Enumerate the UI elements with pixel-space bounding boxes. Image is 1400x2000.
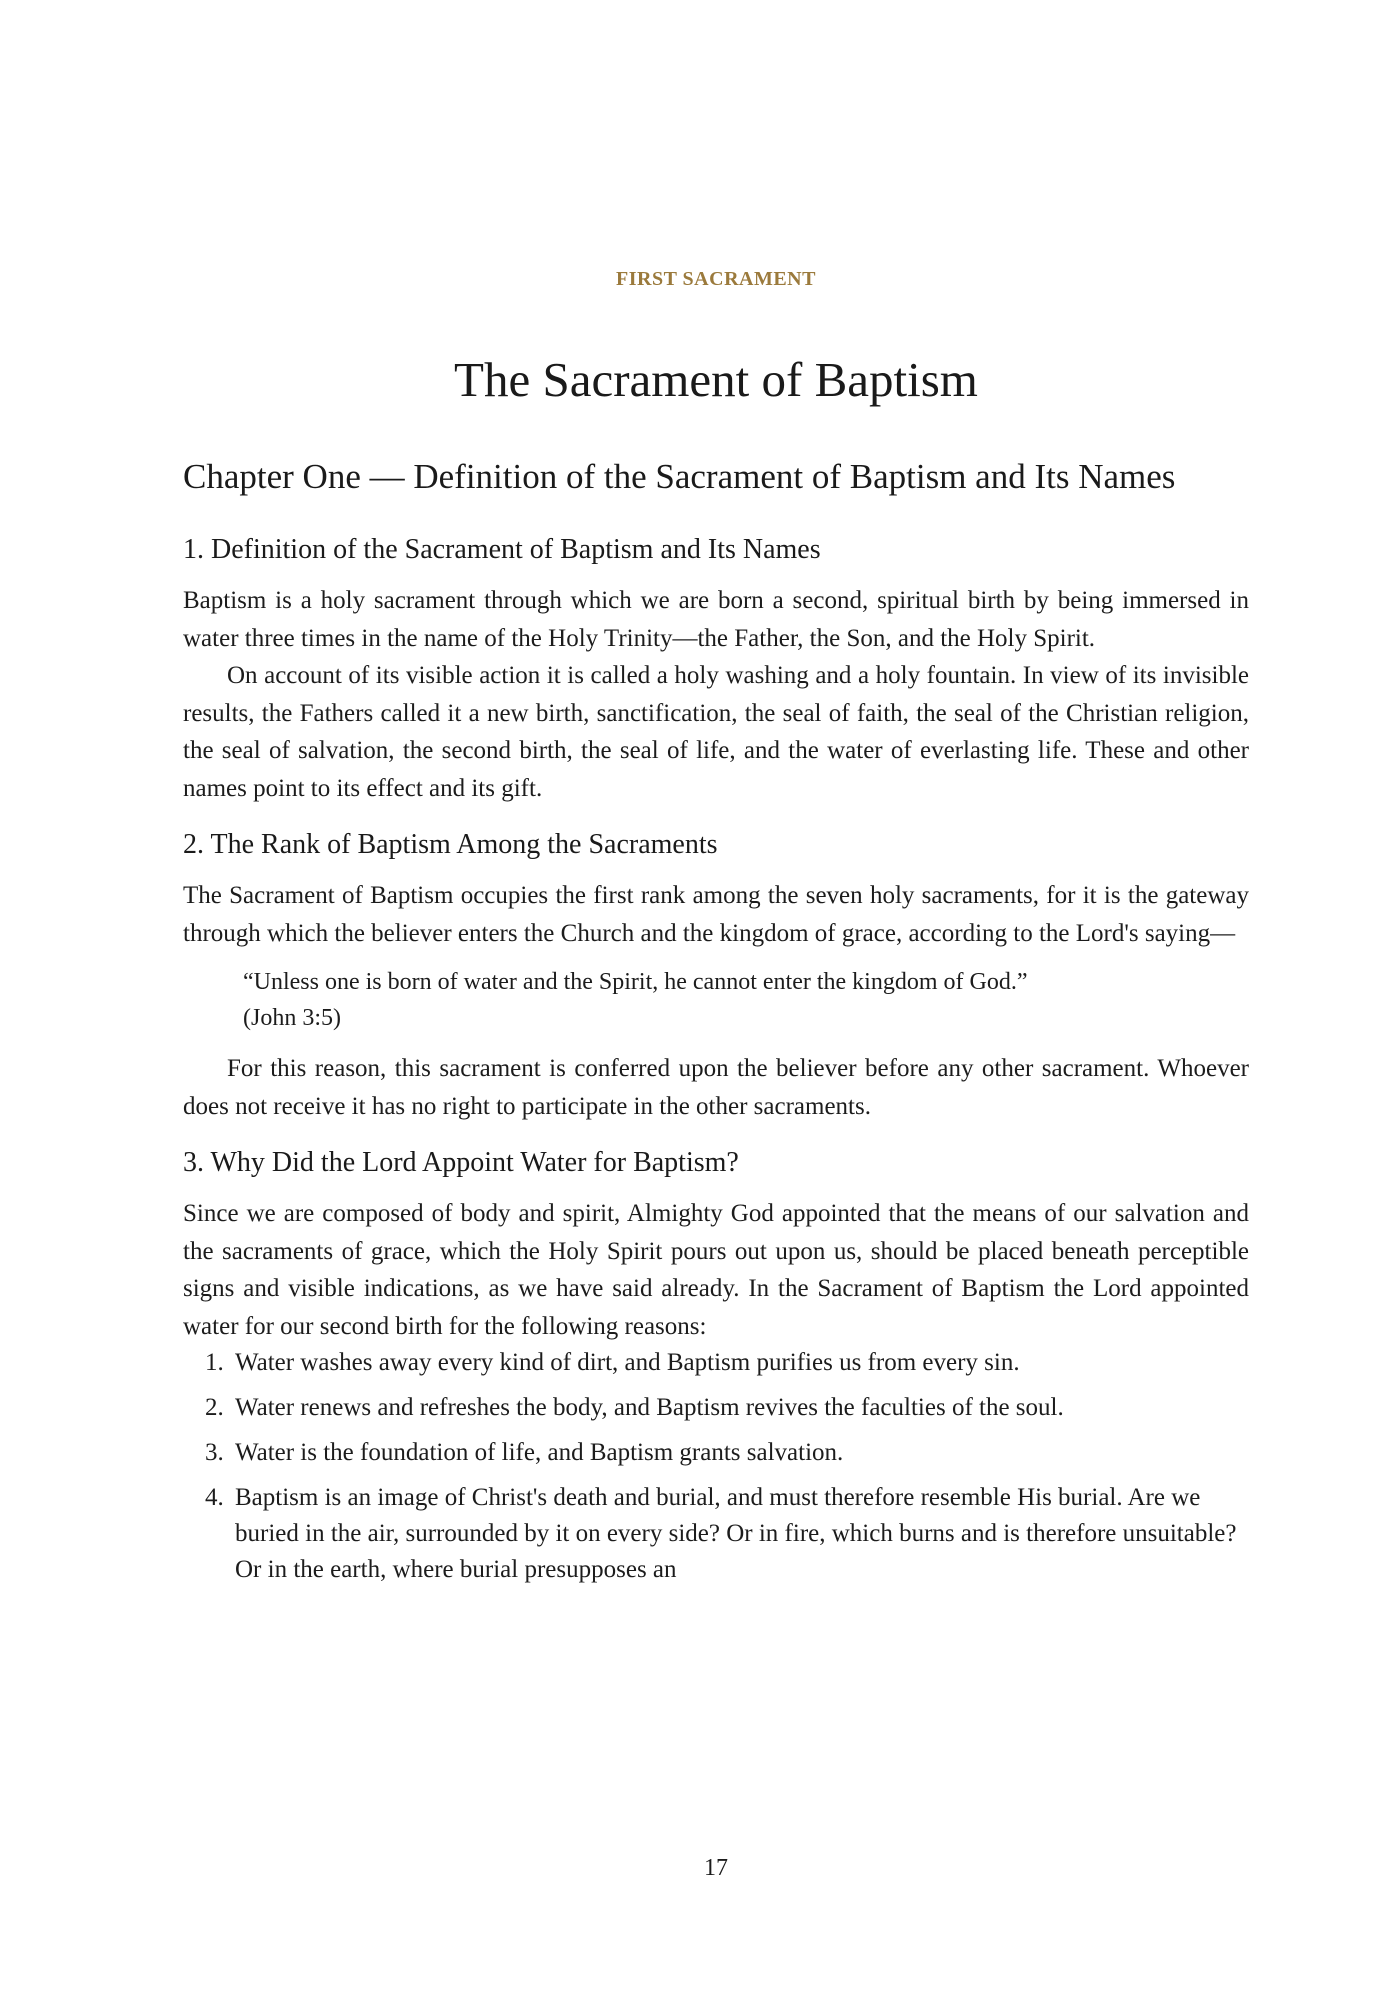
section-heading: 3. Why Did the Lord Appoint Water for Baptism? [183,1147,739,1178]
paragraph: The Sacrament of Baptism occupies the first rank among the seven holy sacraments, for it is the gateway through which the believer enters the Church and the kingdom of grace, according to the Lord's saying— [183,882,1249,947]
paragraph: Since we are composed of body and spirit, Almighty God appointed that the means of our salvation and the sacraments of grace, which the Holy Spirit pours out upon us, should be placed beneath perceptible signs and visible indications, as we have said already. In the Sacrament of Baptism the Lord appointed water for our second birth for the following reasons: [183,1200,1249,1340]
document-page [183,0,1249,2000]
list-item [183,1480,1249,1588]
list-item [183,1390,1249,1426]
list-item [183,1345,1249,1381]
paragraph: Baptism is a holy sacrament through which we are born a second, spiritual birth by being immersed in water three times in the name of the Holy Trinity—the Father, the Son, and the Holy Spirit. [183,587,1249,652]
page-content [183,452,1249,1606]
page-number: 17 [704,1855,728,1881]
list-number: 3. [205,1439,224,1466]
scripture-quote [243,964,1249,1036]
section-rank [183,825,1249,1125]
section-kicker: FIRST SACRAMENT [616,268,816,290]
section-heading: 2. The Rank of Baptism Among the Sacraments [183,829,718,860]
section-heading: 1. Definition of the Sacrament of Baptism and Its Names [183,534,821,565]
list-item-text: Baptism is an image of Christ's death and burial, and must therefore resemble His burial. Are we buried in the air, surrounded by it on every side? Or in fire, which burns and is therefore unsuitable? Or in the earth, where burial presupposes an [235,1484,1237,1583]
list-item-text: Water is the foundation of life, and Baptism grants salvation. [235,1439,844,1466]
chapter-heading: Chapter One — Definition of the Sacrament of Baptism and Its Names [183,457,1176,496]
reasons-list [183,1345,1249,1588]
list-item [183,1435,1249,1471]
section-water [183,1143,1249,1588]
list-number: 1. [205,1349,224,1376]
quote-reference: (John 3:5) [243,1005,341,1031]
list-number: 4. [205,1484,224,1511]
list-number: 2. [205,1394,224,1421]
paragraph: On account of its visible action it is called a holy washing and a holy fountain. In view of its invisible results, the Fathers called it a new birth, sanctification, the seal of faith, the seal of the Christian religion, the seal of salvation, the second birth, the seal of life, and the water of everlasting life. These and other names point to its effect and its gift. [183,662,1249,802]
page-title: The Sacrament of Baptism [454,352,978,407]
list-item-text: Water renews and refreshes the body, and Baptism revives the faculties of the soul. [235,1394,1064,1421]
list-item-text: Water washes away every kind of dirt, and Baptism purifies us from every sin. [235,1349,1020,1376]
paragraph: For this reason, this sacrament is conferred upon the believer before any other sacrament. Whoever does not receive it has no right to participate in the other sacraments. [183,1055,1249,1120]
section-definition [183,530,1249,807]
quote-text: “Unless one is born of water and the Spirit, he cannot enter the kingdom of God.” [243,969,1028,995]
